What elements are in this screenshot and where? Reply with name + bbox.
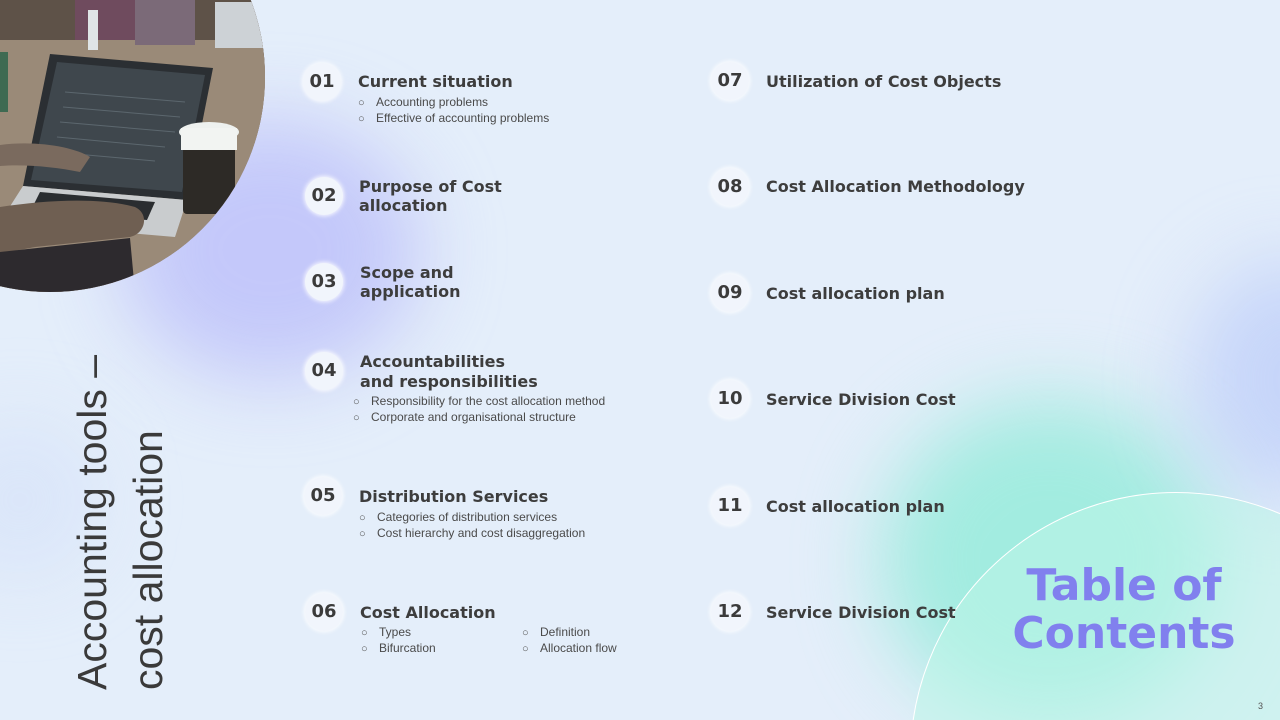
item-subpoint <box>361 624 411 641</box>
background-glow <box>1190 260 1280 500</box>
toc-title-line2: Contents <box>1012 608 1236 659</box>
item-subpoint <box>522 640 617 657</box>
toc-title-line1: Table of <box>1026 560 1222 611</box>
item-number: 04 <box>305 352 343 390</box>
item-title: Service Division Cost <box>766 603 956 622</box>
item-number: 10 <box>711 380 749 418</box>
item-subpoint-text: Effective of accounting problems <box>376 111 550 125</box>
item-title: Utilization of Cost Objects <box>766 72 1002 91</box>
item-subpoint <box>522 624 590 641</box>
item-title: Cost Allocation Methodology <box>766 177 1025 196</box>
item-subpoint <box>359 509 557 526</box>
item-subpoint-text: Cost hierarchy and cost disaggregation <box>377 526 586 540</box>
item-number: 01 <box>303 63 341 101</box>
vertical-title-line2: cost allocation <box>125 430 171 690</box>
bullet-icon: ○ <box>522 627 529 639</box>
bullet-icon: ○ <box>359 528 366 540</box>
bullet-icon: ○ <box>359 512 366 524</box>
item-number: 03 <box>305 263 343 301</box>
vertical-title-line1: Accounting tools – <box>69 354 115 690</box>
bullet-icon: ○ <box>353 396 360 408</box>
bullet-icon: ○ <box>358 97 365 109</box>
item-subpoint-text: Corporate and organisational structure <box>371 410 576 424</box>
item-subpoint-text: Definition <box>540 625 591 639</box>
item-number: 11 <box>711 487 749 525</box>
bullet-icon: ○ <box>353 412 360 424</box>
item-subpoint <box>358 94 488 111</box>
item-title-line2: allocation <box>359 196 448 215</box>
item-subpoint <box>353 409 576 426</box>
item-number: 09 <box>711 274 749 312</box>
item-subpoint <box>361 640 436 657</box>
item-title: Cost allocation plan <box>766 497 945 516</box>
item-title: Service Division Cost <box>766 390 956 409</box>
bullet-icon: ○ <box>358 113 365 125</box>
item-subpoint-text: Accounting problems <box>376 95 489 109</box>
item-subpoint <box>353 393 605 410</box>
toc-title <box>1000 562 1248 658</box>
item-title: Current situation <box>358 72 513 91</box>
item-title: Scope and <box>360 263 454 282</box>
meeting-photo <box>0 0 265 292</box>
page-number: 3 <box>1258 701 1264 711</box>
item-subpoint <box>358 110 549 127</box>
item-subpoint-text: Allocation flow <box>540 641 617 655</box>
bullet-icon: ○ <box>361 643 368 655</box>
item-subpoint-text: Responsibility for the cost allocation method <box>371 394 606 408</box>
bullet-icon: ○ <box>522 643 529 655</box>
item-number: 07 <box>711 62 749 100</box>
item-subpoint <box>359 525 585 542</box>
item-subpoint-text: Types <box>379 625 412 639</box>
bullet-icon: ○ <box>361 627 368 639</box>
item-subpoint-text: Categories of distribution services <box>377 510 558 524</box>
item-number: 06 <box>305 593 343 631</box>
item-title-line2: application <box>360 282 461 301</box>
item-subpoint-text: Bifurcation <box>379 641 436 655</box>
vertical-title <box>64 355 176 690</box>
item-number: 08 <box>711 168 749 206</box>
item-title: Accountabilities <box>360 352 505 371</box>
item-title: Cost Allocation <box>360 603 496 622</box>
item-number: 05 <box>304 477 342 515</box>
item-number: 12 <box>711 593 749 631</box>
item-number: 02 <box>305 177 343 215</box>
item-title-line2: and responsibilities <box>360 372 538 391</box>
item-title: Cost allocation plan <box>766 284 945 303</box>
item-title: Purpose of Cost <box>359 177 502 196</box>
item-title: Distribution Services <box>359 487 549 506</box>
